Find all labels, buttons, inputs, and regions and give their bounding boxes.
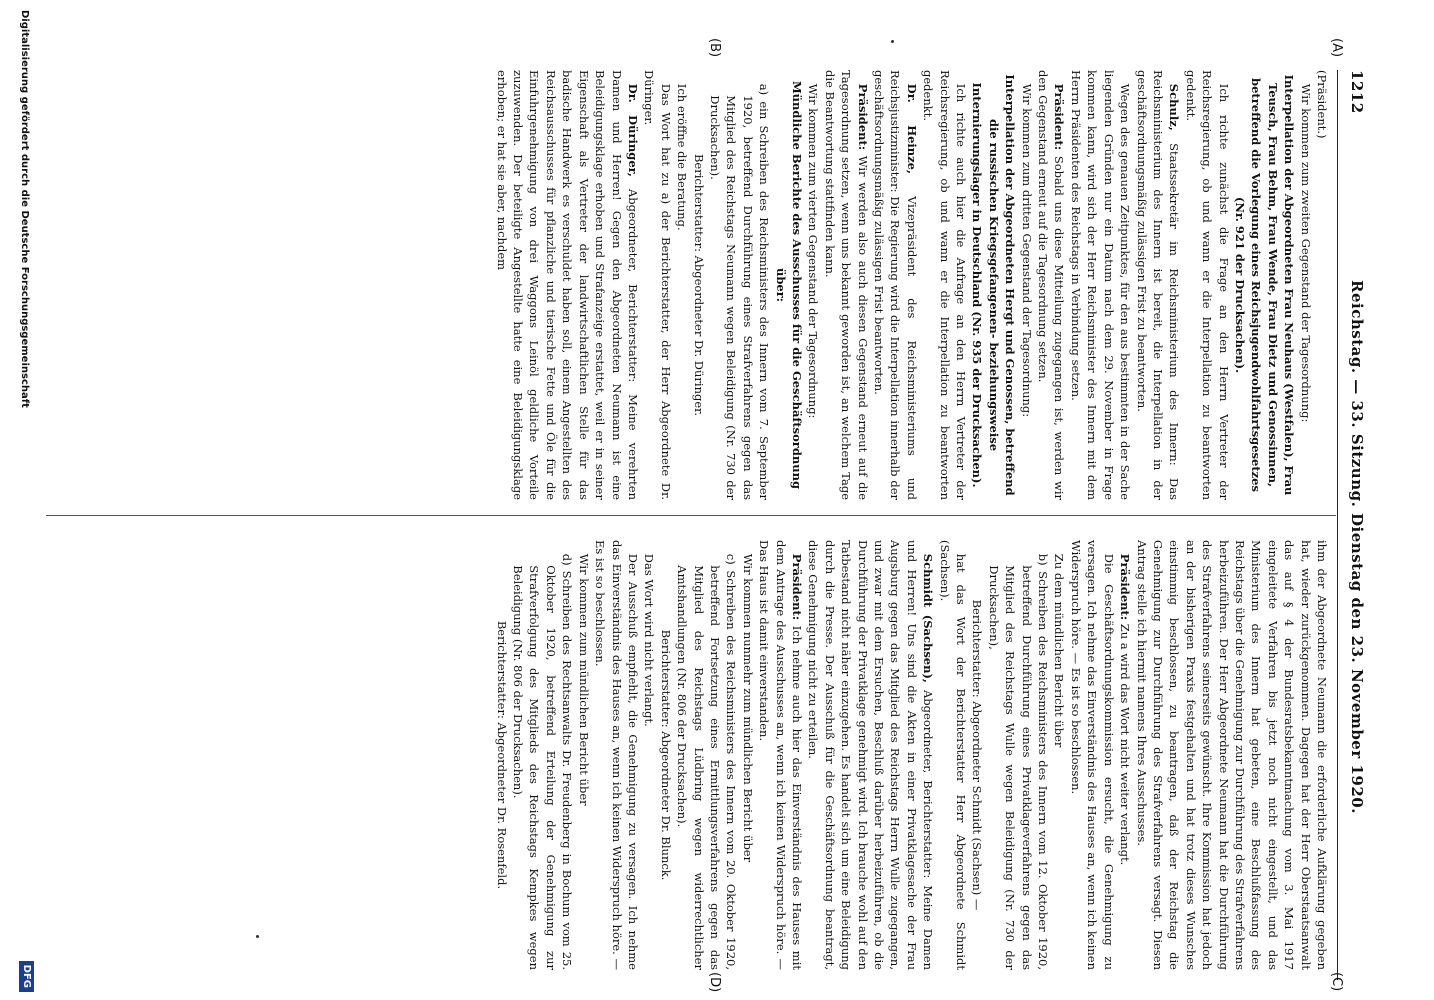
digitization-credit [2,0,46,1000]
paragraph-text: Wir kommen zum vierten Gegenstand der Tagesordnung: [806,83,821,419]
paragraph-text: Abgeordneter, Berichterstatter: Meine verehrten Damen und Herren! Gegen den Abgeordneten Neumann ist eine Beleidigungsklage erhoben und Strafanzeige erstattet, weil er in seiner Eigenschaft als Vertreter der landwirtschaftlichen Stelle für das badische Handwerk es verschuldet haben soll, einem Angestellten des Reichsausschusses für pflanzliche und tierische Fette und Öle für die Einfuhrgenehmigung von drei Waggons Leinöl geldliche Vorteile zuzuwenden. Der beteiligte Angestellte hatte eine Beleidigungsklage erhoben; er hat sie aber, nachdem [494,70,640,500]
paragraph [805,70,821,500]
paragraph [756,540,805,970]
scan-speck [891,40,894,43]
paragraph [1232,70,1298,500]
speaker-name: Schmidt (Sachsen), [921,553,936,683]
paragraph-text: a) ein Schreiben des Reichsministers des Innern vom 7. September 1920, betreffend Durchführung eines Strafverfahrens gegen das Mitglied des Reichstags Neumann wegen Beleidigung (Nr. 730 der Drucksachen). [707,83,772,500]
paragraph-text: Ich nehme auch hier das Einverständnis des Hauses mit dem Antrage des Ausschusses an, wenn ich keinen Widerspruch höre. — Das Haus ist damit einverstanden. [757,540,804,970]
paragraph-text: Ich richte auch hier die Anfrage an den Herrn Vertreter der Reichsregierung, ob und wann er die Interpellation zu beantworten gedenkt. [921,70,969,500]
paragraph-text: Wir kommen zum zweiten Gegenstand der Tagesordnung: [1298,83,1313,423]
paragraph-text: Vizepräsident des Reichsministeriums und Reichsjustizminister: Die Regierung wird die Interpellation innerhalb der geschäftsordnungsmäßig zulässigen Frist beantworten. [872,70,919,501]
paragraph [821,70,870,500]
paragraph [690,70,706,500]
scan-speck [256,935,259,938]
margin-mark-b: (B) [707,38,722,58]
paragraph-text: Das Wort wird nicht verlangt. [642,553,657,727]
paragraph [1068,70,1134,500]
paragraph [1018,70,1034,500]
paragraph [1297,70,1313,500]
paragraph-text: b) Schreiben des Reichsministers des Innern vom 12. Oktober 1920, betreffend Durchführung eines Privatklageverfahrens gegen das Mitglied des Reichstags Wulle wegen Beleidigung (Nr. 730 der Drucksachen), [986,553,1051,970]
paragraph [592,540,641,970]
paragraph-text: Interpellation der Abgeordneten Frau Neuhaus (Westfalen), Frau Teusch, Frau Behm, Frau Wende, Frau Dietz und Genossinnen, betreffend die Vorlegung eines Reichsjugendwohlfahrtsgesetzes (Nr. 921 der Drucksachen). [1232,74,1297,496]
paragraph [969,540,985,970]
paragraph-text: Staatssekretär im Reichsministerium des Innern: Das Reichsministerium des Innern ist bereit, die Interpellation in der geschäftsordnungsmäßig zulässigen Frist zu beantworten. [1134,70,1182,500]
right-column [494,540,1330,970]
paragraph [1133,70,1182,500]
paragraph [936,540,969,970]
paragraph [493,70,641,500]
paragraph [641,540,657,970]
paragraph-text: Zu a wird das Wort nicht weiter verlangt. [1118,623,1133,866]
paragraph-text: Wir werden also auch diesen Gegenstand erneut auf die Tagesordnung setzen, wenn uns bekannt geworden ist, an welchem Tage die Beantwortung stattfinden kann. [822,70,870,501]
credit-text: Digitalisierung gefördert durch die Deutsche Forschungsgemeinschaft [19,10,30,408]
paragraph [657,540,673,970]
paragraph-text: c) Schreiben des Reichsministers des Innern vom 20. Oktober 1920, betreffend Fortsetzung eines Ermittlungsverfahrens gegen das Mitglied des Reichstags Lüdbring wegen widerrechtlicher Amtshandlungen (Nr. 806 der Drucksachen). [675,553,739,970]
paragraph-text: Wir kommen nunmehr zum mündlichen Bericht über [740,553,755,863]
paragraph-text: Das Wort hat zu a) der Berichterstatter, der Herr Abgeordnete Dr. Düringer. [642,70,673,500]
speaker-name: Präsident: [790,553,804,621]
left-column [50,70,1330,500]
paragraph [1314,70,1330,500]
page-header [1337,70,1372,980]
paragraph [969,70,1018,500]
paragraph [871,70,920,500]
paragraph [575,540,591,970]
paragraph [1133,540,1330,970]
dfg-logo: DFG [19,961,34,992]
margin-mark-d: (D) [707,972,722,993]
paragraph [1182,70,1231,500]
speaker-name: Präsident: [1052,83,1067,151]
paragraph-text: Wir kommen zum dritten Gegenstand der Tagesordnung: [1019,83,1034,418]
paragraph-text: Berichterstatter: Abgeordneter Dr. Blunck. [658,629,673,881]
page-title: Reichstag. — 33. Sitzung. Dienstag den 23. November 1920. [1348,280,1366,814]
paragraph [674,70,690,500]
paragraph-text: Berichterstatter: Abgeordneter Schmidt (Sachsen) — [970,599,985,911]
paragraph-text: Ich richte zunächst die Frage an den Herrn Vertreter der Reichsregierung, ob und wann er die Interpellation zu beantworten gedenkt. [1183,70,1231,500]
paragraph [985,540,1051,970]
margin-mark-a: (A) [1329,38,1344,58]
paragraph-text: Der Ausschuß empfiehlt, die Genehmigung zu versagen. Ich nehme das Einverständnis des Hauses an, wenn ich keinen Widerspruch höre. — Es ist so beschlossen. [593,540,640,970]
paragraph [674,540,740,970]
paragraph-text: Wegen des genauen Zeitpunktes, für den aus bestimmten in der Sache liegenden Gründen nur ein Datum nach dem 29. November in Frage kommen kann, wird sich der Herr Reichsminister des Innern mit dem Herrn Präsidenten des Reichstags in Verbindung setzen. [1068,70,1133,500]
paragraph [641,70,674,500]
paragraph-text: ihm der Abgeordnete Neumann die erforderliche Aufklärung gegeben hat, wieder zurückgenommen. Dagegen hat der Herr Oberstaatsanwalt das auf § 4 der Bundesratsbekanntmachung vom 3. Mai 1917 eingeleitete Verfahren bis jetzt noch nicht eingestellt, und das Ministerium des Innern hat gebeten, eine Beschlußfassung des Reichstags über die Genehmigung zur Durchführung des Strafverfahrens herbeizuführen. Der Herr Abgeordnete Neumann hat die Durchführung des Strafverfahrens seinerseits gewünscht. Ihre Kommission hat jedoch an der bisherigen Praxis festgehalten und hat trotz dieses Wunsches einstimmig beschlossen, zu beantragen, daß der Reichstag die Genehmigung zur Durchführung des Strafverfahrens versagt. Diesen Antrag stelle ich hiermit namens Ihres Ausschusses. [1134,540,1329,970]
paragraph [707,70,773,500]
paragraph [805,540,936,970]
paragraph-text: Wir kommen zum mündlichen Bericht über [576,553,591,806]
paragraph-text: Berichterstatter: Abgeordneter Dr. Rosenfeld. [494,620,509,890]
paragraph-text: d) Schreiben des Rechtsanwalts Dr. Freudenberg in Bochum vom 25. Oktober 1920, betreffend Erteilung der Genehmigung zur Strafverfolgung des Mitglieds des Reichstags Kempkes wegen Beleidigung (Nr. 806 der Drucksachen). [511,553,575,970]
paragraph [1068,540,1117,970]
paragraph [510,540,576,970]
paragraph [493,540,509,970]
paragraph-text: Berichterstatter: Abgeordneter Dr. Düringer. [691,153,706,417]
paragraph [772,70,805,500]
paragraph-text: hat das Wort der Berichterstatter Herr Abgeordnete Schmidt (Sachsen). [937,540,969,970]
paragraph [1051,540,1067,970]
paragraph-text: Interpellation der Abgeordneten Hergt und Genossen, betreffend die russischen Kriegsgefangenen- beziehungsweise Internierungslager in Deutschland (Nr. 935 der Drucksachen). [970,74,1018,496]
paragraph-text: Zu dem mündlichen Bericht über [1052,553,1067,748]
paragraph-text: Die Geschäftsordnungskommission ersucht, die Genehmigung zu versagen. Ich nehme das Einverständnis des Hauses an, wenn ich keinen Widerspruch höre. — Es ist so beschlossen. [1068,540,1116,970]
paragraph [1035,70,1068,500]
paragraph-text: Mündliche Berichte des Ausschusses für die Geschäftsordnung über: [773,80,804,490]
paragraph-text: Abgeordneter, Berichterstatter: Meine Damen und Herren! Uns sind die Akten in einer Privatklagesache der Frau Augsburg gegen das Mitglied des Reichstags Herrn Wulle zugegangen, und zwar mit dem Ersuchen, Beschluß darüber herbeizuführen, ob die Durchführung der Privatklage genehmigt wird. Ich brauche wohl auf den Tatbestand nicht näher einzugehen. Es handelt sich um eine Beleidigung durch die Presse. Der Ausschuß für die Geschäftsordnung beantragt, diese Genehmigung nicht zu erteilen. [806,540,936,970]
speaker-name: Präsident: [855,83,870,151]
paragraph [920,70,969,500]
speaker-name: Schulz, [1167,83,1182,131]
paragraph [739,540,755,970]
page-number: 1212 [1348,70,1366,114]
speaker-name: Dr. Düringer, [625,83,640,177]
speaker-name: Präsident: [1118,553,1133,621]
paragraph [1117,540,1133,970]
speaker-name: Dr. Heinze, [904,83,919,174]
margin-mark-c: (C) [1329,972,1344,992]
paragraph-text: (Präsident.) [1315,70,1329,139]
paragraph-text: Sobald uns diese Mitteilung zugegangen ist, werden wir den Gegenstand erneut auf die Tagesordnung setzen. [1036,70,1067,501]
column-divider [46,515,1336,516]
paragraph-text: Ich eröffne die Beratung. [675,83,690,231]
